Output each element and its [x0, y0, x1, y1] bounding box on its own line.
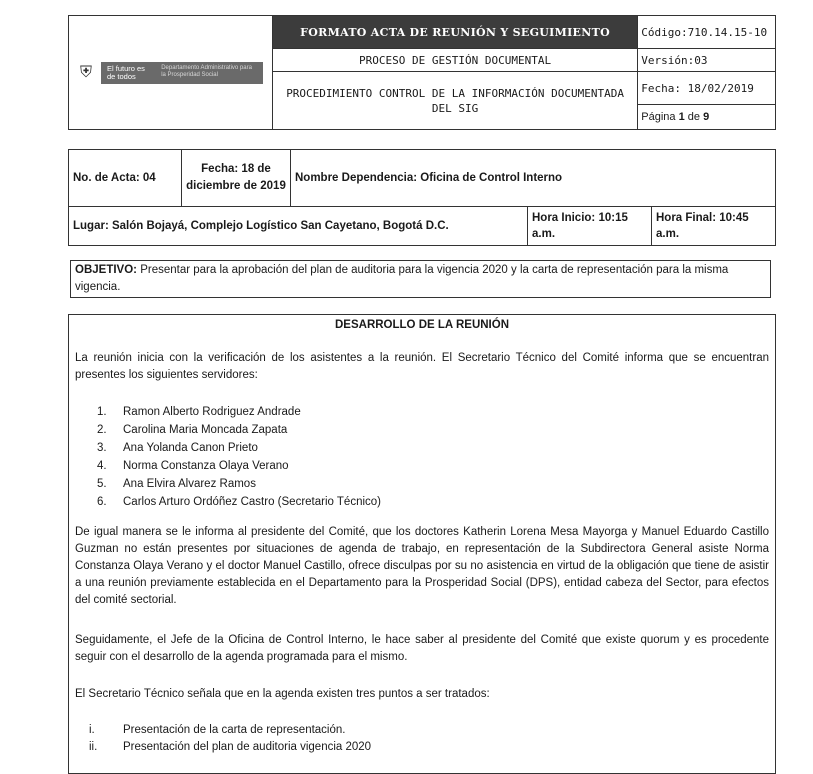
end-time: Hora Final: 10:45 a.m. — [652, 207, 776, 246]
acta-number: No. de Acta: 04 — [69, 150, 182, 207]
logo-cell — [69, 16, 273, 130]
section-title: DESARROLLO DE LA REUNIÓN — [335, 319, 509, 331]
list-item: 6. Carlos Arturo Ordóñez Castro (Secretario Técnico) — [97, 496, 381, 508]
document-date: Fecha: 18/02/2019 — [638, 72, 776, 105]
list-item: 1. Ramon Alberto Rodriguez Andrade — [97, 406, 301, 418]
document-code: Código:710.14.15-10 — [638, 16, 776, 49]
dependency-name: Nombre Dependencia: Oficina de Control Interno — [291, 150, 776, 207]
list-item: 2. Carolina Maria Moncada Zapata — [97, 424, 288, 436]
coat-of-arms-icon: ⛨ — [79, 63, 92, 81]
list-item: 3. Ana Yolanda Canon Prieto — [97, 442, 258, 454]
paragraph-intro: La reunión inicia con la verificación de los asistentes a la reunión. El Secretario Técnico del Comité informa que se encuentran presentes los siguientes servidores: — [75, 352, 769, 381]
meeting-info — [68, 149, 776, 246]
objective-label: OBJETIVO: — [75, 264, 137, 276]
meeting-place: Lugar: Salón Bojayá, Complejo Logístico San Cayetano, Bogotá D.C. — [69, 207, 528, 246]
procedure-name: PROCEDIMIENTO CONTROL DE LA INFORMACIÓN DOCUMENTADA DEL SIG — [272, 72, 637, 130]
agenda-item: ii. Presentación del plan de auditoria vigencia 2020 — [89, 741, 372, 753]
meeting-development — [68, 314, 776, 774]
list-item: 4. Norma Constanza Olaya Verano — [97, 460, 289, 472]
paragraph-absences: De igual manera se le informa al presidente del Comité, que los doctores Katherin Lorena Mesa Mayorga y Manuel Eduardo Castillo Guzman no están presentes por situaciones de agenda de trabajo, en representación de la Subdirectora General asiste Norma Constanza Olaya Verano y el doctor Manuel Castillo, ofrece disculpas por su no asistencia en virtud de la obligación que tiene de asistir a una reunión previamente establecida en el Departamento para la Prosperidad Social (DPS), entidad cabeza del Sector, para efectos del comité sectorial. — [75, 526, 769, 606]
agenda-item: i. Presentación de la carta de representación. — [89, 724, 346, 736]
objective-text: Presentar para la aprobación del plan de auditoria para la vigencia 2020 y la carta de representación para la misma vigencia. — [75, 264, 729, 293]
process-name: PROCESO DE GESTIÓN DOCUMENTAL — [272, 49, 637, 72]
list-item: 5. Ana Elvira Alvarez Ramos — [97, 478, 256, 490]
page-indicator: Página 1 de 9 — [638, 105, 776, 130]
paragraph-quorum: Seguidamente, el Jefe de la Oficina de Control Interno, le hace saber al presidente del Comité que existe quorum y es procedente seguir con el desarrollo de la agenda programada para el mismo. — [75, 634, 769, 663]
paragraph-agenda: El Secretario Técnico señala que en la agenda existen tres puntos a ser tratados: — [75, 688, 490, 700]
form-title: FORMATO ACTA DE REUNIÓN Y SEGUIMIENTO — [272, 16, 637, 49]
acta-date: Fecha: 18 de diciembre de 2019 — [182, 150, 291, 207]
logo: El futuro es de todos Departamento Administrativo para la Prosperidad Social — [101, 62, 263, 84]
objective-box — [70, 260, 771, 298]
start-time: Hora Inicio: 10:15 a.m. — [528, 207, 652, 246]
document-version: Versión:03 — [638, 49, 776, 72]
document-header — [68, 15, 776, 130]
